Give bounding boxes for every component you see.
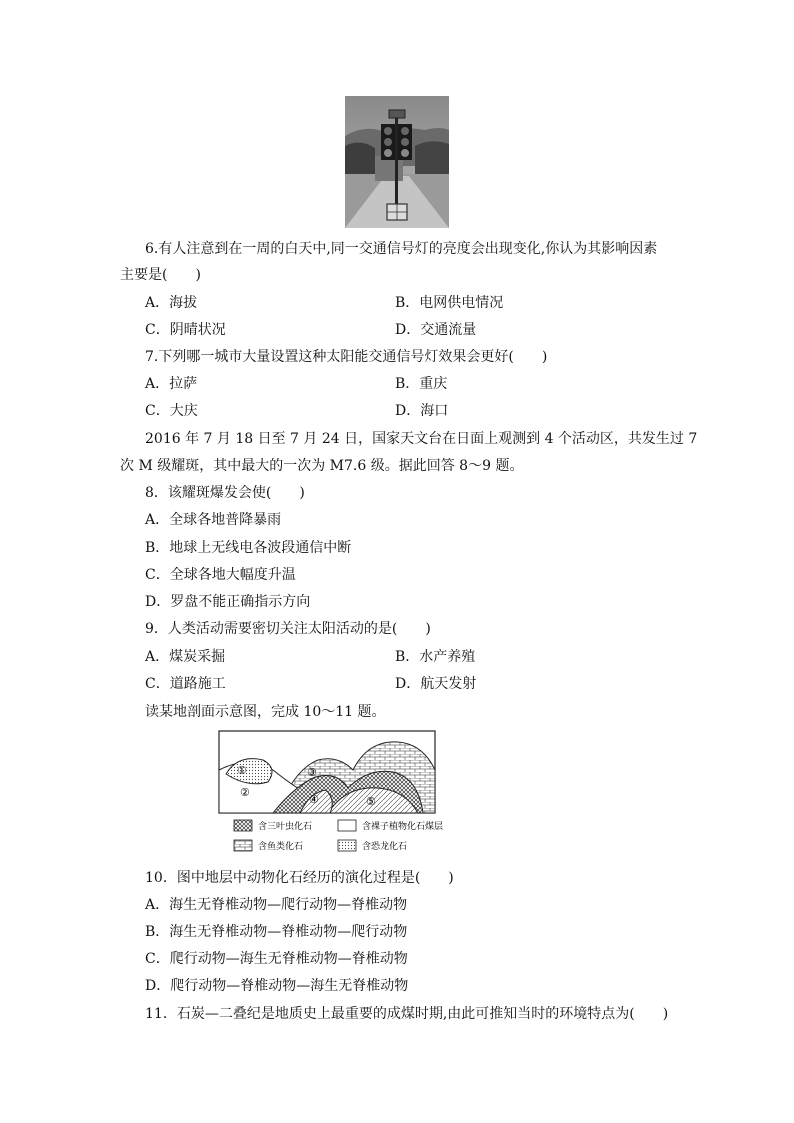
question-6-option-d[interactable]: D．交通流量	[395, 322, 477, 338]
legend-swatch-fish	[234, 840, 252, 851]
question-10-option-d[interactable]: D．爬行动物—脊椎动物—海生无脊椎动物	[145, 978, 409, 994]
question-9-option-c[interactable]: C．道路施工	[145, 676, 226, 692]
question-7-option-c[interactable]: C．大庆	[145, 403, 198, 419]
question-10-option-a[interactable]: A．海生无脊椎动物—爬行动物—脊椎动物	[145, 897, 408, 913]
passage-line2: 次 M 级耀斑，其中最大的一次为 M7.6 级。据此回答 8～9 题。	[120, 458, 524, 474]
label-4: ④	[309, 793, 319, 806]
question-10-stem: 10．图中地层中动物化石经历的演化过程是( )	[145, 870, 454, 886]
label-2: ②	[240, 786, 250, 799]
question-9-stem: 9．人类活动需要密切关注太阳活动的是( )	[145, 621, 431, 637]
traffic-light-photo	[345, 96, 449, 228]
question-6-option-b[interactable]: B．电网供电情况	[395, 295, 504, 311]
question-9-option-d[interactable]: D．航天发射	[395, 676, 477, 692]
legend-swatch-trilobite	[234, 820, 252, 831]
passage-line1: 2016 年 7 月 18 日至 7 月 24 日，国家天文台在日面上观测到 4 个活动区，共发生过 7	[145, 431, 698, 447]
question-8-option-c[interactable]: C．全球各地大幅度升温	[145, 567, 296, 583]
question-6-option-a[interactable]: A．海拔	[145, 295, 198, 311]
label-5: ⑤	[366, 795, 376, 808]
question-8-option-d[interactable]: D．罗盘不能正确指示方向	[145, 594, 311, 610]
question-7-option-b[interactable]: B．重庆	[395, 376, 448, 392]
question-9-option-b[interactable]: B．水产养殖	[395, 649, 476, 665]
question-7-option-a[interactable]: A．拉萨	[145, 376, 198, 392]
legend-dinosaur: 含恐龙化石	[362, 842, 408, 852]
legend-fish: 含鱼类化石	[258, 842, 304, 852]
question-10-option-c[interactable]: C．爬行动物—海生无脊椎动物—脊椎动物	[145, 951, 408, 967]
label-1: ①	[237, 764, 247, 777]
question-7-option-d[interactable]: D．海口	[395, 403, 449, 419]
question-8-option-a[interactable]: A．全球各地普降暴雨	[145, 512, 282, 528]
legend-trilobite: 含三叶虫化石	[258, 822, 313, 832]
question-9-option-a[interactable]: A．煤炭采掘	[145, 649, 226, 665]
question-8-stem: 8．该耀斑爆发会使( )	[145, 485, 305, 501]
question-6-stem-line2: 主要是( )	[120, 267, 201, 283]
question-8-option-b[interactable]: B．地球上无线电各波段通信中断	[145, 540, 352, 556]
label-3: ③	[307, 766, 317, 779]
legend-swatch-dinosaur	[338, 840, 356, 851]
geologic-profile-diagram	[218, 730, 466, 860]
question-6-option-c[interactable]: C．阴晴状况	[145, 322, 226, 338]
question-10-option-b[interactable]: B．海生无脊椎动物—脊椎动物—爬行动物	[145, 924, 408, 940]
legend-coal: 含裸子植物化石煤层	[362, 822, 444, 832]
question-6-stem-line1: 6.有人注意到在一周的白天中,同一交通信号灯的亮度会出现变化,你认为其影响因素	[145, 241, 658, 257]
diagram-intro: 读某地剖面示意图，完成 10～11 题。	[145, 704, 386, 720]
legend-swatch-coal	[338, 820, 356, 831]
question-11-stem: 11．石炭—二叠纪是地质史上最重要的成煤时期,由此可推知当时的环境特点为( )	[145, 1006, 669, 1022]
question-7-stem: 7.下列哪一城市大量设置这种太阳能交通信号灯效果会更好( )	[145, 349, 548, 365]
